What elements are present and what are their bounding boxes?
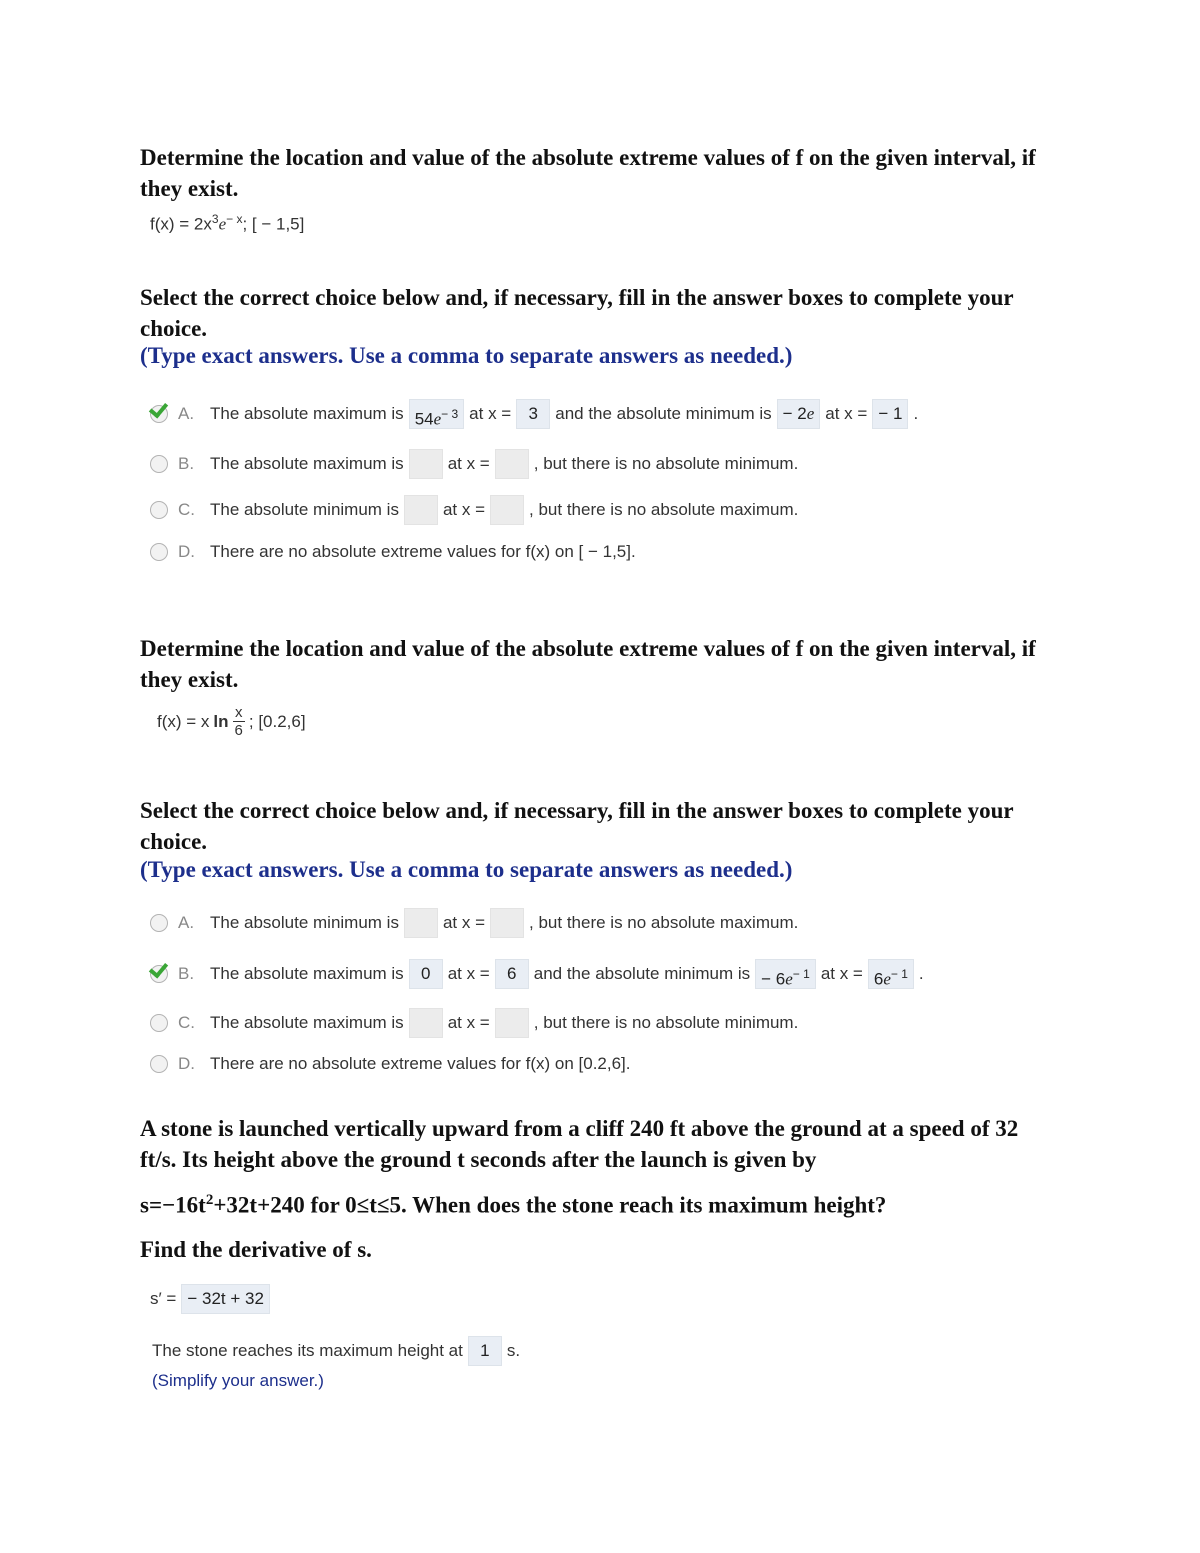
choice-text: , but there is no absolute maximum. [529,500,799,519]
formula-lhs: f(x) = 2x [150,214,212,234]
p1-choice-a[interactable] [150,398,918,430]
equation-rest: +32t+240 for 0≤t≤5. When does the stone reach its maximum height? [213,1192,887,1218]
formula-interval: ; [ − 1,5] [242,214,305,234]
box-e: e [883,969,891,989]
answer-box[interactable] [404,495,438,525]
problem1-formula [150,212,304,235]
choice-text: at x = [447,1013,490,1032]
box-value: 54 [414,409,434,429]
formula-fraction [233,704,245,739]
problem3-paragraph: A stone is launched vertically upward from a cliff 240 ft above the ground at a speed of 32 ft/s. Its height above the ground t seconds after the launch is given by [140,1116,1019,1172]
p1-choice-b[interactable] [150,448,798,480]
radio-checked-icon[interactable] [150,405,168,423]
problem2-heading: Determine the location and value of the absolute extreme values of f on the given interval, if they exist. [140,636,1036,692]
derivative-answer-box[interactable]: − 32t + 32 [181,1284,270,1314]
choice-letter: B. [178,964,195,983]
choice-letter: C. [178,500,195,519]
p2-choice-b[interactable] [150,958,924,990]
fraction-numerator: x [234,704,243,721]
choice-text: and the absolute minimum is [555,404,772,423]
choice-text: The absolute maximum is [210,1013,404,1032]
answer-box[interactable] [495,1008,529,1038]
choice-text: at x = [442,500,486,519]
box-value: − 2 [782,404,807,423]
p2-choice-a[interactable] [150,907,798,939]
choice-end: . [913,404,919,423]
choice-text: , but there is no absolute maximum. [529,913,799,932]
choice-text: The absolute maximum is [210,404,404,423]
choice-text: , but there is no absolute minimum. [533,1013,799,1032]
choice-text: The absolute maximum is [210,964,404,983]
p1-choice-d[interactable] [150,536,636,568]
derivative-row [150,1284,275,1314]
radio-icon[interactable] [150,543,168,561]
simplify-note: (Simplify your answer.) [152,1371,324,1390]
choice-text: and the absolute minimum is [533,964,751,983]
answer-box[interactable]: − 1 [872,399,908,429]
choice-text: The absolute minimum is [210,913,399,932]
formula-e: e [218,214,227,234]
box-exp: − 1 [792,967,810,981]
answer-box[interactable] [755,959,816,989]
box-exp: − 3 [441,407,459,421]
derivative-label: s′ = [150,1289,177,1308]
choice-text: , but there is no absolute minimum. [533,454,799,473]
choice-text: at x = [469,404,512,423]
answer-box[interactable] [409,399,464,429]
choice-letter: B. [178,454,195,473]
answer-box[interactable]: 0 [409,959,443,989]
equation-exponent: 2 [205,1192,214,1208]
answer-box[interactable] [490,495,524,525]
choice-letter: C. [178,1013,195,1032]
radio-icon[interactable] [150,914,168,932]
choice-letter: D. [178,1054,195,1073]
formula-lhs: f(x) = x [157,711,210,731]
box-e: e [433,409,442,429]
formula-ln: ln [213,711,229,731]
problem2-note: (Type exact answers. Use a comma to separate answers as needed.) [140,857,793,882]
max-height-answer-box[interactable]: 1 [468,1336,502,1366]
answer-unit: s. [506,1341,521,1360]
choice-text: There are no absolute extreme values for f(x) on [ − 1,5]. [210,542,636,561]
choice-text: at x = [447,964,490,983]
formula-exponent: 3 [211,212,219,226]
box-e: e [785,969,793,989]
choice-text: at x = [447,454,490,473]
problem1-instruction: Select the correct choice below and, if necessary, fill in the answer boxes to complete your choice. [140,285,1014,341]
max-height-row [152,1336,520,1366]
answer-box[interactable]: 6 [495,959,529,989]
answer-box[interactable] [495,449,529,479]
radio-icon[interactable] [150,1014,168,1032]
p1-choice-c[interactable] [150,494,798,526]
problem1-note: (Type exact answers. Use a comma to separate answers as needed.) [140,343,793,368]
problem3-subquestion: Find the derivative of s. [140,1237,372,1262]
problem2-formula [157,704,306,739]
choice-letter: D. [178,542,195,561]
answer-box[interactable] [777,399,821,429]
problem1-heading: Determine the location and value of the absolute extreme values of f on the given interval, if they exist. [140,145,1036,201]
radio-icon[interactable] [150,1055,168,1073]
p2-choice-d[interactable] [150,1048,631,1080]
radio-icon[interactable] [150,455,168,473]
answer-box[interactable] [490,908,524,938]
problem3-equation [140,1185,1050,1221]
formula-e-exponent: − x [226,212,243,226]
choice-letter: A. [178,404,195,423]
box-value: − 6 [761,969,786,989]
box-exp: − 1 [890,967,908,981]
radio-checked-icon[interactable] [150,965,168,983]
choice-text: at x = [825,404,868,423]
answer-box[interactable]: 3 [516,399,550,429]
fraction-denominator: 6 [234,722,243,739]
choice-text: There are no absolute extreme values for f(x) on [0.2,6]. [210,1054,631,1073]
p2-choice-c[interactable] [150,1007,798,1039]
box-value: 6 [873,969,884,989]
choice-text: at x = [820,964,863,983]
choice-end: . [918,964,924,983]
answer-box[interactable] [409,1008,443,1038]
equation-start: s=−16t [140,1192,206,1218]
box-e: e [806,404,815,423]
answer-box[interactable] [868,959,914,989]
formula-interval: ; [0.2,6] [248,711,306,731]
answer-box[interactable] [404,908,438,938]
answer-box[interactable] [409,449,443,479]
problem2-instruction: Select the correct choice below and, if necessary, fill in the answer boxes to complete your choice. [140,798,1014,854]
choice-text: The absolute maximum is [210,454,404,473]
radio-icon[interactable] [150,501,168,519]
choice-text: The absolute minimum is [210,500,399,519]
choice-letter: A. [178,913,195,932]
answer-text: The stone reaches its maximum height at [152,1341,463,1360]
choice-text: at x = [442,913,486,932]
